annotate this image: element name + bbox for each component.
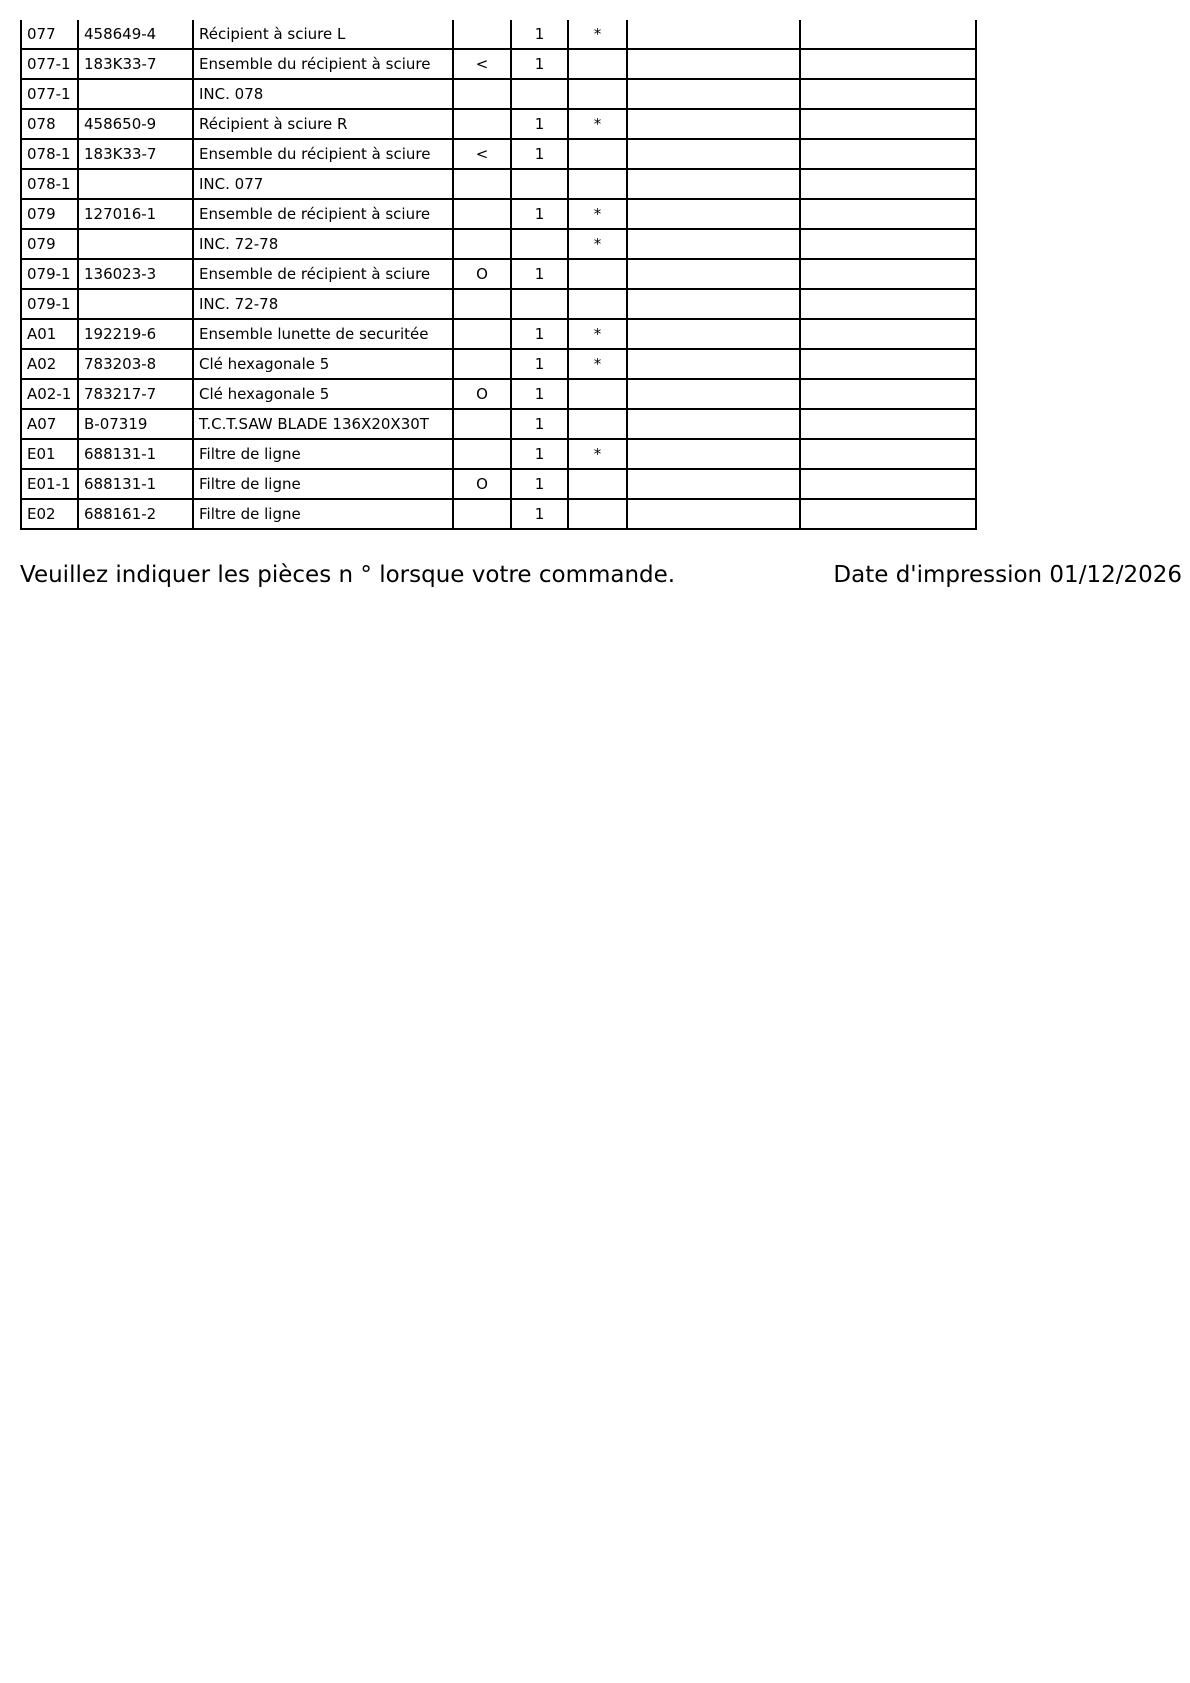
description-cell: Ensemble lunette de securitée: [193, 319, 453, 349]
part-number-cell: 783217-7: [78, 379, 193, 409]
table-row: [21, 259, 976, 289]
quantity-cell: 1: [511, 199, 568, 229]
part-number-cell: B-07319: [78, 409, 193, 439]
description-cell: Clé hexagonale 5: [193, 379, 453, 409]
quantity-cell: [511, 169, 568, 199]
blank-cell: [800, 229, 976, 259]
blank-cell: [627, 349, 800, 379]
change-flag-cell: O: [453, 259, 511, 289]
blank-cell: [800, 409, 976, 439]
blank-cell: [800, 169, 976, 199]
mark-cell: [568, 289, 627, 319]
table-row: [21, 109, 976, 139]
description-cell: INC. 72-78: [193, 289, 453, 319]
item-ref-cell: 078-1: [21, 169, 78, 199]
part-number-cell: 183K33-7: [78, 49, 193, 79]
blank-cell: [627, 439, 800, 469]
blank-cell: [800, 79, 976, 109]
blank-cell: [800, 349, 976, 379]
parts-table: [20, 20, 977, 530]
quantity-cell: 1: [511, 20, 568, 49]
mark-cell: *: [568, 439, 627, 469]
table-row: [21, 379, 976, 409]
blank-cell: [627, 319, 800, 349]
table-row: [21, 409, 976, 439]
blank-cell: [627, 49, 800, 79]
quantity-cell: 1: [511, 109, 568, 139]
description-cell: Filtre de ligne: [193, 439, 453, 469]
item-ref-cell: 077-1: [21, 79, 78, 109]
blank-cell: [627, 109, 800, 139]
table-row: [21, 199, 976, 229]
item-ref-cell: A07: [21, 409, 78, 439]
item-ref-cell: 079: [21, 229, 78, 259]
order-instruction-note: Veuillez indiquer les pièces n ° lorsque votre commande.: [20, 562, 676, 588]
mark-cell: *: [568, 109, 627, 139]
item-ref-cell: 078-1: [21, 139, 78, 169]
change-flag-cell: [453, 349, 511, 379]
item-ref-cell: 079-1: [21, 259, 78, 289]
part-number-cell: [78, 79, 193, 109]
blank-cell: [800, 379, 976, 409]
change-flag-cell: [453, 439, 511, 469]
description-cell: Récipient à sciure R: [193, 109, 453, 139]
description-cell: Récipient à sciure L: [193, 20, 453, 49]
change-flag-cell: [453, 229, 511, 259]
table-row: [21, 439, 976, 469]
quantity-cell: 1: [511, 139, 568, 169]
item-ref-cell: 078: [21, 109, 78, 139]
mark-cell: *: [568, 319, 627, 349]
change-flag-cell: [453, 79, 511, 109]
part-number-cell: [78, 229, 193, 259]
mark-cell: [568, 169, 627, 199]
blank-cell: [627, 229, 800, 259]
blank-cell: [627, 139, 800, 169]
table-row: [21, 139, 976, 169]
description-cell: Filtre de ligne: [193, 499, 453, 529]
blank-cell: [800, 289, 976, 319]
change-flag-cell: <: [453, 49, 511, 79]
change-flag-cell: O: [453, 469, 511, 499]
quantity-cell: 1: [511, 439, 568, 469]
blank-cell: [627, 20, 800, 49]
blank-cell: [800, 199, 976, 229]
part-number-cell: 192219-6: [78, 319, 193, 349]
mark-cell: [568, 79, 627, 109]
parts-table-body: [21, 20, 976, 529]
mark-cell: *: [568, 229, 627, 259]
description-cell: Clé hexagonale 5: [193, 349, 453, 379]
description-cell: Ensemble du récipient à sciure: [193, 139, 453, 169]
mark-cell: [568, 409, 627, 439]
change-flag-cell: <: [453, 139, 511, 169]
part-number-cell: 458650-9: [78, 109, 193, 139]
quantity-cell: 1: [511, 469, 568, 499]
mark-cell: *: [568, 199, 627, 229]
print-date: Date d'impression 01/12/2026: [833, 562, 1182, 588]
item-ref-cell: 079-1: [21, 289, 78, 319]
change-flag-cell: [453, 409, 511, 439]
mark-cell: [568, 499, 627, 529]
description-cell: Ensemble de récipient à sciure: [193, 199, 453, 229]
item-ref-cell: 077: [21, 20, 78, 49]
description-cell: INC. 72-78: [193, 229, 453, 259]
table-row: [21, 499, 976, 529]
part-number-cell: 688161-2: [78, 499, 193, 529]
part-number-cell: 183K33-7: [78, 139, 193, 169]
blank-cell: [800, 259, 976, 289]
part-number-cell: 127016-1: [78, 199, 193, 229]
part-number-cell: 688131-1: [78, 439, 193, 469]
quantity-cell: 1: [511, 499, 568, 529]
table-row: [21, 20, 976, 49]
blank-cell: [800, 49, 976, 79]
blank-cell: [627, 169, 800, 199]
blank-cell: [627, 259, 800, 289]
part-number-cell: 783203-8: [78, 349, 193, 379]
blank-cell: [627, 199, 800, 229]
description-cell: INC. 078: [193, 79, 453, 109]
blank-cell: [627, 289, 800, 319]
description-cell: INC. 077: [193, 169, 453, 199]
quantity-cell: 1: [511, 349, 568, 379]
change-flag-cell: O: [453, 379, 511, 409]
quantity-cell: 1: [511, 259, 568, 289]
table-row: [21, 229, 976, 259]
part-number-cell: 136023-3: [78, 259, 193, 289]
blank-cell: [800, 499, 976, 529]
table-row: [21, 349, 976, 379]
item-ref-cell: 079: [21, 199, 78, 229]
item-ref-cell: E02: [21, 499, 78, 529]
quantity-cell: 1: [511, 379, 568, 409]
table-row: [21, 169, 976, 199]
quantity-cell: [511, 289, 568, 319]
item-ref-cell: E01: [21, 439, 78, 469]
blank-cell: [800, 469, 976, 499]
item-ref-cell: A02: [21, 349, 78, 379]
blank-cell: [800, 139, 976, 169]
description-cell: Ensemble du récipient à sciure: [193, 49, 453, 79]
mark-cell: [568, 469, 627, 499]
table-row: [21, 79, 976, 109]
table-row: [21, 289, 976, 319]
blank-cell: [627, 79, 800, 109]
mark-cell: [568, 49, 627, 79]
blank-cell: [627, 499, 800, 529]
change-flag-cell: [453, 499, 511, 529]
blank-cell: [800, 20, 976, 49]
blank-cell: [800, 439, 976, 469]
quantity-cell: 1: [511, 49, 568, 79]
part-number-cell: 458649-4: [78, 20, 193, 49]
change-flag-cell: [453, 109, 511, 139]
part-number-cell: [78, 169, 193, 199]
change-flag-cell: [453, 199, 511, 229]
item-ref-cell: E01-1: [21, 469, 78, 499]
quantity-cell: 1: [511, 319, 568, 349]
quantity-cell: 1: [511, 409, 568, 439]
mark-cell: *: [568, 20, 627, 49]
blank-cell: [627, 379, 800, 409]
change-flag-cell: [453, 20, 511, 49]
blank-cell: [800, 109, 976, 139]
blank-cell: [627, 469, 800, 499]
part-number-cell: 688131-1: [78, 469, 193, 499]
table-row: [21, 319, 976, 349]
mark-cell: *: [568, 349, 627, 379]
mark-cell: [568, 379, 627, 409]
change-flag-cell: [453, 169, 511, 199]
quantity-cell: [511, 79, 568, 109]
blank-cell: [800, 319, 976, 349]
item-ref-cell: A02-1: [21, 379, 78, 409]
description-cell: Ensemble de récipient à sciure: [193, 259, 453, 289]
part-number-cell: [78, 289, 193, 319]
change-flag-cell: [453, 319, 511, 349]
description-cell: Filtre de ligne: [193, 469, 453, 499]
table-row: [21, 469, 976, 499]
blank-cell: [627, 409, 800, 439]
change-flag-cell: [453, 289, 511, 319]
item-ref-cell: 077-1: [21, 49, 78, 79]
mark-cell: [568, 259, 627, 289]
table-row: [21, 49, 976, 79]
description-cell: T.C.T.SAW BLADE 136X20X30T: [193, 409, 453, 439]
item-ref-cell: A01: [21, 319, 78, 349]
mark-cell: [568, 139, 627, 169]
quantity-cell: [511, 229, 568, 259]
